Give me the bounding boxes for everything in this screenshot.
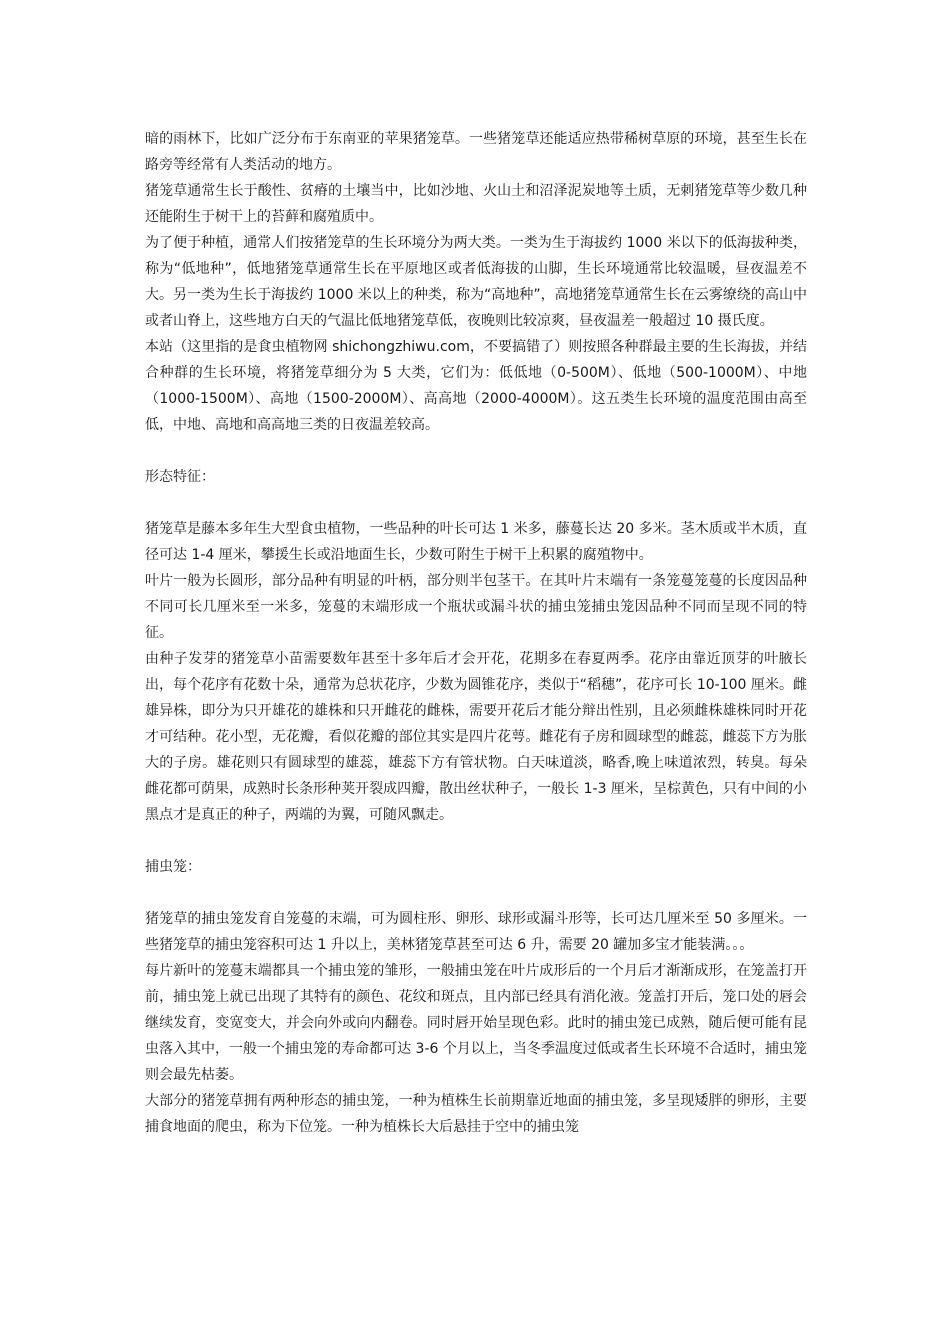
section-heading-morphology: 形态特征： [145, 469, 215, 485]
paragraph: 暗的雨林下，比如广泛分布于东南亚的苹果猪笼草。一些猪笼草还能适应热带稀树草原的环境，甚至生长在路旁等经常有人类活动的地方。 [145, 131, 807, 173]
blank-line [145, 490, 807, 516]
paragraph: 由种子发芽的猪笼草小苗需要数年甚至十多年后才会开花，花期多在春夏两季。花序由靠近顶芽的叶腋长出，每个花序有花数十朵，通常为总状花序，少数为圆锥花序，类似于“稻穗”，花序可长 10-100 厘米。雌雄异株，即分为只开雄花的雄株和只开雌花的雌株，需要开花后才能分辩出性别，且必须雌株雄株同时开花才可结种。花小型，无花瓣，看似花瓣的部位其实是四片花萼。雌花有子房和圆球型的雌蕊，雌蕊下方为胀大的子房。雄花则只有圆球型的雄蕊，雄蕊下方有管状物。白天味道淡，略香,晚上味道浓烈，转臭。每朵雌花都可荫果，成熟时长条形种荚开裂成四瓣，散出丝状种子，一般长 1-3 厘米，呈棕黄色，只有中间的小黑点才是真正的种子，两端的为翼，可随风飘走。 [145, 651, 807, 823]
blank-line [145, 828, 807, 854]
blank-line [145, 438, 807, 464]
paragraph: 猪笼草的捕虫笼发育自笼蔓的末端，可为圆柱形、卵形、球形或漏斗形等，长可达几厘米至 50 多厘米。一些猪笼草的捕虫笼容积可达 1 升以上，美林猪笼草甚至可达 6 升，需要 20 罐加多宝才能装满。。。 [145, 911, 807, 953]
paragraph: 叶片一般为长圆形，部分品种有明显的叶柄，部分则半包茎干。在其叶片末端有一条笼蔓笼蔓的长度因品种不同可长几厘米至一米多，笼蔓的末端形成一个瓶状或漏斗状的捕虫笼捕虫笼因品种不同而呈现不同的特征。 [145, 573, 807, 641]
section-heading-pitcher: 捕虫笼： [145, 859, 201, 875]
paragraph: 为了便于种植，通常人们按猪笼草的生长环境分为两大类。一类为生于海拔约 1000 米以下的低海拔种类，称为“低地种”，低地猪笼草通常生长在平原地区或者低海拔的山脚，生长环境通常比较温暖，昼夜温差不大。另一类为生长于海拔约 1000 米以上的种类，称为“高地种”，高地猪笼草通常生长在云雾缭绕的高山中或者山脊上，这些地方白天的气温比低地猪笼草低，夜晚则比较凉爽，昼夜温差一般超过 10 摄氏度。 [145, 235, 807, 329]
paragraph: 猪笼草通常生长于酸性、贫瘠的土壤当中，比如沙地、火山土和沼泽泥炭地等土质，无刺猪笼草等少数几种还能附生于树干上的苔藓和腐殖质中。 [145, 183, 807, 225]
blank-line [145, 880, 807, 906]
document-body [145, 126, 807, 1140]
paragraph: 每片新叶的笼蔓末端都具一个捕虫笼的雏形，一般捕虫笼在叶片成形后的一个月后才渐渐成形，在笼盖打开前，捕虫笼上就已出现了其特有的颜色、花纹和斑点，且内部已经具有消化液。笼盖打开后，笼口处的唇会继续发育，变宽变大，并会向外或向内翻卷。同时唇开始呈现色彩。此时的捕虫笼已成熟，随后便可能有昆虫落入其中，一般一个捕虫笼的寿命都可达 3-6 个月以上，当冬季温度过低或者生长环境不合适时，捕虫笼则会最先枯萎。 [145, 963, 807, 1083]
paragraph: 大部分的猪笼草拥有两种形态的捕虫笼，一种为植株生长前期靠近地面的捕虫笼，多呈现矮胖的卵形，主要捕食地面的爬虫，称为下位笼。一种为植株长大后悬挂于空中的捕虫笼 [145, 1093, 807, 1135]
paragraph: 猪笼草是藤本多年生大型食虫植物，一些品种的叶长可达 1 米多，藤蔓长达 20 多米。茎木质或半木质，直径可达 1-4 厘米，攀援生长或沿地面生长，少数可附生于树干上积累的腐殖物中。 [145, 521, 807, 563]
paragraph: 本站（这里指的是食虫植物网 shichongzhiwu.com，不要搞错了）则按照各种群最主要的生长海拔，并结合种群的生长环境，将猪笼草细分为 5 大类，它们为：低低地（0-500M）、低地（500-1000M）、中地（1000-1500M）、高地（1500-2000M）、高高地（2000-4000M）。这五类生长环境的温度范围由高至低，中地、高地和高高地三类的日夜温差较高。 [145, 339, 807, 433]
